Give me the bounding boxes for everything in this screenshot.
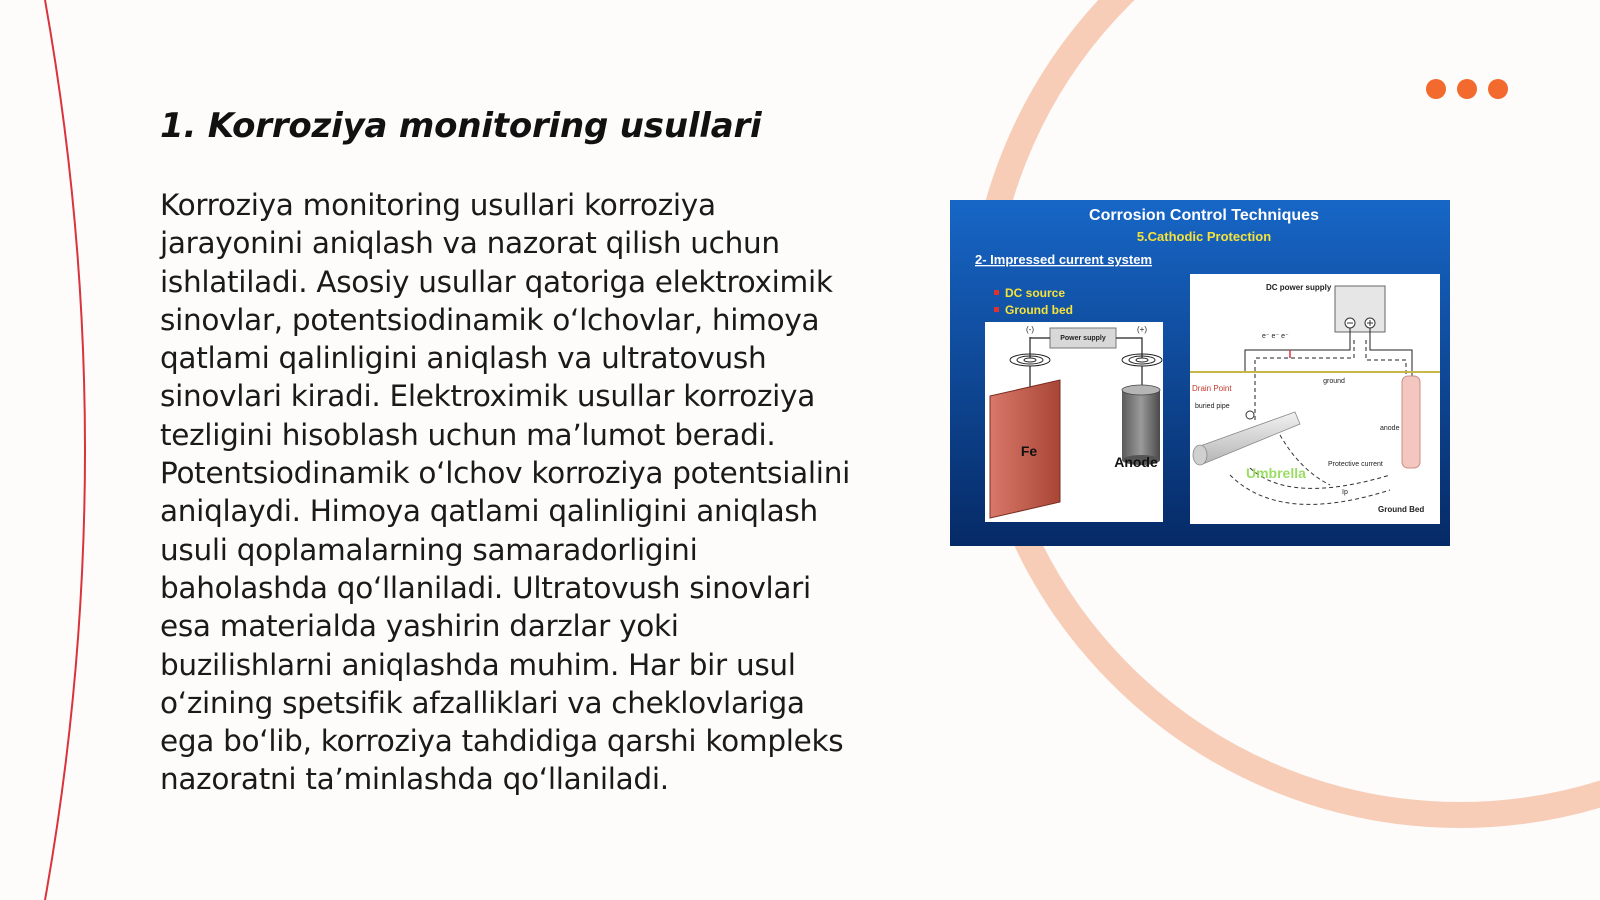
figure-section-heading: 2- Impressed current system (975, 252, 1153, 267)
umbrella-label: Umbrella (1246, 465, 1306, 481)
dc-power-supply-label: DC power supply (1266, 283, 1332, 292)
bullet-icon (994, 307, 999, 312)
buried-pipe-label: buried pipe (1195, 403, 1230, 410)
anode-cylinder (1122, 390, 1160, 460)
right-diagram (1190, 274, 1440, 524)
minus-terminal-label: (-) (1026, 325, 1034, 334)
slide-title: 1. Korroziya monitoring usullari (160, 106, 762, 146)
bullet-dc-source: DC source (1005, 286, 1066, 300)
drain-point-label: Drain Point (1192, 384, 1232, 393)
fe-label: Fe (1020, 443, 1038, 459)
cathodic-protection-figure (950, 200, 1450, 546)
figure-title: Corrosion Control Techniques (1089, 207, 1319, 224)
slide-body-text: Korroziya monitoring usullari korroziya jarayonini aniqlash va nazorat qilish uchun ishlatiladi. Asosiy usullar qatoriga elektroximik sinovlar, potentsiodinamik o‘lchovlar, himoya qatlami qalinligini aniqlash va ultratovush sinovlari kiradi. Elektroximik usullar korroziya tezligini hisoblash uchun ma’lumot beradi. Potentsiodinamik o‘lchov korroziya potentsialini aniqlaydi. Himoya qatlami qalinligini aniqlash usuli qoplamalarning samaradorligini baholashda qo‘llaniladi. Ultratovush sinovlari esa materialda yashirin darzlar yoki buzilishlarni aniqlashda muhim. Har bir usul o‘zining spetsifik afzalliklari va cheklovlariga ega bo‘lib, korroziya tahdidiga qarshi kompleks nazoratni ta’minlashda qo‘llaniladi. (160, 188, 850, 797)
dc-power-supply-box (1335, 286, 1385, 332)
left-diagram (985, 322, 1163, 522)
protective-current-label: Protective current (1328, 461, 1383, 468)
plus-terminal-label: (+) (1137, 325, 1147, 334)
bullet-icon (994, 290, 999, 295)
ground-bed-anode (1402, 376, 1420, 468)
ip-label: Ip (1342, 489, 1348, 496)
power-supply-label: Power supply (1060, 335, 1106, 342)
dot-icon (1426, 79, 1446, 99)
left-curve-line (45, 0, 85, 900)
ground-label: ground (1323, 378, 1345, 385)
anode-label: Anode (1114, 454, 1158, 470)
ground-bed-label: Ground Bed (1378, 505, 1425, 514)
dot-icon (1488, 79, 1508, 99)
drain-point-icon (1246, 411, 1254, 419)
figure-subtitle: 5.Cathodic Protection (1136, 229, 1272, 244)
anode-label-right: anode (1380, 425, 1400, 432)
electron-flow-label: e⁻ e⁻ e⁻ (1262, 333, 1289, 340)
dot-icon (1457, 79, 1477, 99)
dots-indicator (1426, 79, 1508, 99)
bullet-ground-bed: Ground bed (1005, 303, 1073, 317)
